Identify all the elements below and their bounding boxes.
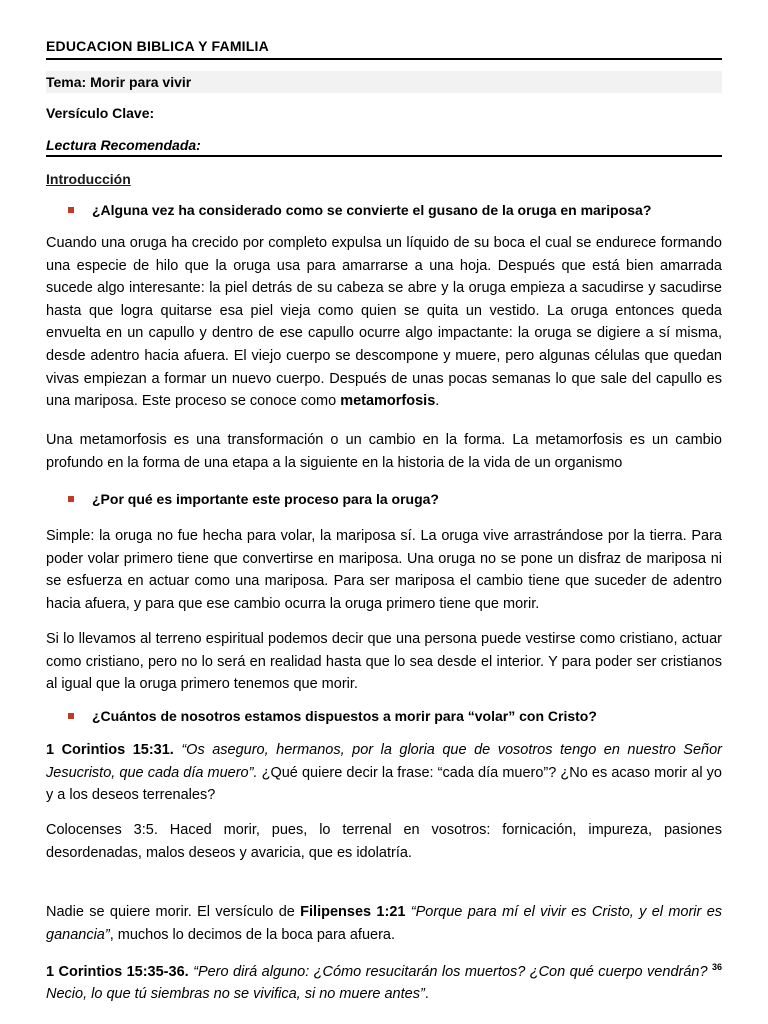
bullet-question-2 xyxy=(68,491,439,507)
bullet-square-icon xyxy=(68,713,74,719)
paragraph-end: . xyxy=(435,393,440,410)
paragraph-spiritual: Si lo llevamos al terreno espiritual podemos decir que una persona puede vestirse como cristiano, actuar como cristiano, pero no lo será en realidad hasta que lo sea desde el interior. Y para poder ser cristianos al igual que la oruga primero tenemos que morir. xyxy=(46,631,722,693)
paragraph-caterpillar xyxy=(46,232,722,413)
bullet-square-icon xyxy=(68,207,74,213)
bullet-question-3 xyxy=(68,708,597,724)
paragraph-text: ¿Qué quiere decir la frase: “cada día muero”? ¿No es acaso morir al yo y a los deseos terrenales? xyxy=(46,764,722,804)
paragraph-colosenses: Colocenses 3:5. Haced morir, pues, lo terrenal en vosotros: fornicación, impureza, pasiones desordenadas, malos deseos y avaricia, que es idolatría. xyxy=(46,822,722,861)
title-rule xyxy=(46,58,722,60)
paragraph-corintios-1535 xyxy=(46,956,722,1006)
paragraph-text: Cuando una oruga ha crecido por completo expulsa un líquido de su boca el cual se endurece formando una especie de hilo que la oruga usa para amarrarse a una hoja. Después que está bien amarrada sucede algo interesante: la piel detrás de su cabeza se abre y la oruga empieza a sacudirse y sacudirse hasta que logra quitarse esa piel vieja como quien se quita un vestido. La oruga entonces queda envuelta en un capullo y dentro de ese capullo ocurre algo impactante: la oruga se digiere a sí misma, desde adentro hacia afuera. El viejo cuerpo se descompone y muere, pero algunas células que quedan vivas empiezan a formar un nuevo cuerpo. Después de unas pocas semanas lo que sale del capullo es una mariposa. Este proceso se conoce como xyxy=(46,235,722,410)
verse-quote: “Pero dirá alguno: ¿Cómo resucitarán los muertos? ¿Con qué cuerpo vendrán? xyxy=(188,963,712,980)
paragraph-filipenses xyxy=(46,901,722,946)
paragraph-end: , muchos lo decimos de la boca para afuera. xyxy=(109,926,396,943)
verse-quote: “Os aseguro, hermanos, por la gloria que de vosotros tengo en nuestro Señor Jesucristo, que cada día muero”. xyxy=(46,742,722,781)
bullet-question-1 xyxy=(68,202,651,218)
bold-term: metamorfosis xyxy=(340,393,436,410)
lectura-recomendada-field: Lectura Recomendada: xyxy=(46,137,201,153)
verse-quote: “Porque para mí el vivir es Cristo, y el morir es ganancia” xyxy=(46,904,723,943)
verse-reference: 1 Corintios 15:35-36. xyxy=(46,963,189,980)
document-title: EDUCACION BIBLICA Y FAMILIA xyxy=(46,38,269,54)
bullet-text: ¿Alguna vez ha considerado como se convierte el gusano de la oruga en mariposa? xyxy=(92,202,652,218)
verse-reference: 1 Corintios 15:31. xyxy=(46,742,174,758)
header-rule xyxy=(46,155,722,157)
verse-number: 36 xyxy=(711,962,722,972)
bullet-text: ¿Cuántos de nosotros estamos dispuestos a morir para “volar” con Cristo? xyxy=(92,708,597,724)
section-heading: Introducción xyxy=(46,171,131,187)
verse-quote-continued: Necio, lo que tú siembras no se vivifica, si no muere antes” xyxy=(46,986,425,1003)
bullet-text: ¿Por qué es importante este proceso para la oruga? xyxy=(92,491,439,507)
paragraph-simple: Simple: la oruga no fue hecha para volar, la mariposa sí. La oruga vive arrastrándose por la tierra. Para poder volar primero tiene que convertirse en mariposa. Una oruga no se pone un disfraz de mariposa ni se esfuerza en actuar como una mariposa. Para ser mariposa el cambio tiene que suceder de adentro hacia afuera, y para que ese cambio ocurra la oruga primero tiene que morir. xyxy=(46,528,722,612)
paragraph-corintios-1531 xyxy=(46,739,722,807)
tema-field: Tema: Morir para vivir xyxy=(46,74,192,90)
paragraph-end: . xyxy=(424,986,429,1003)
verse-reference: Filipenses 1:21 xyxy=(300,904,406,920)
paragraph-metamorphosis: Una metamorfosis es una transformación o un cambio en la forma. La metamorfosis es un cambio profundo en la forma de una etapa a la siguiente en la historia de la vida de un organismo xyxy=(46,432,722,471)
versiculo-clave-field: Versículo Clave: xyxy=(46,105,155,121)
bullet-square-icon xyxy=(68,496,74,502)
paragraph-text: Nadie se quiere morir. El versículo de xyxy=(46,904,301,920)
